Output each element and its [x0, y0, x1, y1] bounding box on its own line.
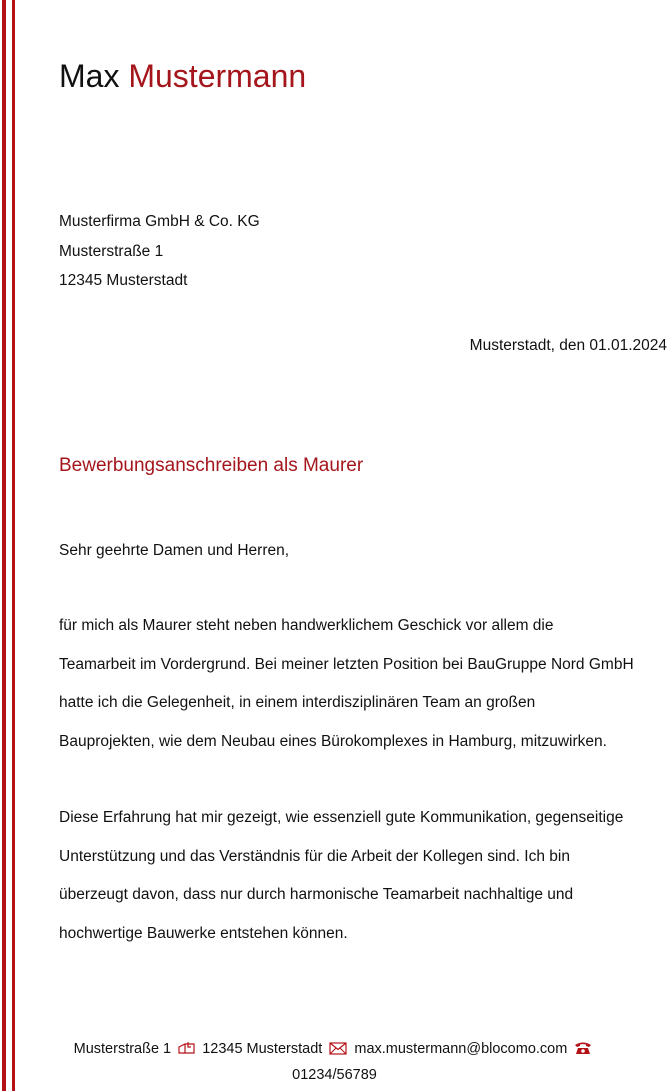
- paragraph-2: [59, 799, 669, 953]
- recipient-city: 12345 Musterstadt: [59, 272, 188, 289]
- sender-name: [59, 56, 306, 96]
- recipient-street: Musterstraße 1: [59, 242, 164, 260]
- paragraph-line: Unterstützung und das Verständnis für die Arbeit der Kollegen sind. Ich bin: [59, 847, 570, 865]
- footer-street: Musterstraße 1: [73, 1041, 172, 1057]
- first-name: Max: [59, 58, 120, 94]
- paragraph-line: für mich als Maurer steht neben handwerklichem Geschick vor allem die: [59, 617, 554, 634]
- paragraph-line: Bauprojekten, wie dem Neubau eines Bürokomplexes in Hamburg, mitzuwirken.: [59, 732, 607, 750]
- phone-icon: [574, 1039, 592, 1063]
- date-line: Musterstadt, den 01.01.2024: [469, 337, 667, 354]
- envelope-icon: [329, 1039, 347, 1063]
- footer-city: 12345 Musterstadt: [202, 1041, 323, 1057]
- paragraph-line: Diese Erfahrung hat mir gezeigt, wie essenziell gute Kommunikation, gegenseitige: [59, 809, 624, 826]
- left-accent-rule-outer: [2, 0, 6, 1091]
- paragraph-line: überzeugt davon, dass nur durch harmonische Teamarbeit nachhaltige und: [59, 886, 574, 903]
- footer-email: max.mustermann@blocomo.com: [354, 1041, 568, 1057]
- paragraph-1: [59, 607, 669, 761]
- salutation: Sehr geehrte Damen und Herren,: [59, 542, 290, 559]
- footer-line-1: [0, 1037, 669, 1063]
- footer-line-2: [0, 1063, 669, 1087]
- paragraph-line: Teamarbeit im Vordergrund. Bei meiner letzten Position bei BauGruppe Nord GmbH: [59, 655, 634, 673]
- letter-subject: Bewerbungsanschreiben als Maurer: [59, 455, 364, 476]
- recipient-company: Musterfirma GmbH & Co. KG: [59, 213, 260, 230]
- last-name: Mustermann: [128, 58, 307, 94]
- left-accent-rule-inner: [12, 0, 15, 1091]
- paragraph-line: hatte ich die Gelegenheit, in einem interdisziplinären Team an großen: [59, 694, 536, 711]
- footer-contact: [0, 1037, 669, 1087]
- footer-phone: 01234/56789: [292, 1067, 377, 1083]
- mailbox-icon: [178, 1039, 195, 1063]
- recipient-address: [59, 207, 260, 296]
- paragraph-line: hochwertige Bauwerke entstehen können.: [59, 924, 348, 942]
